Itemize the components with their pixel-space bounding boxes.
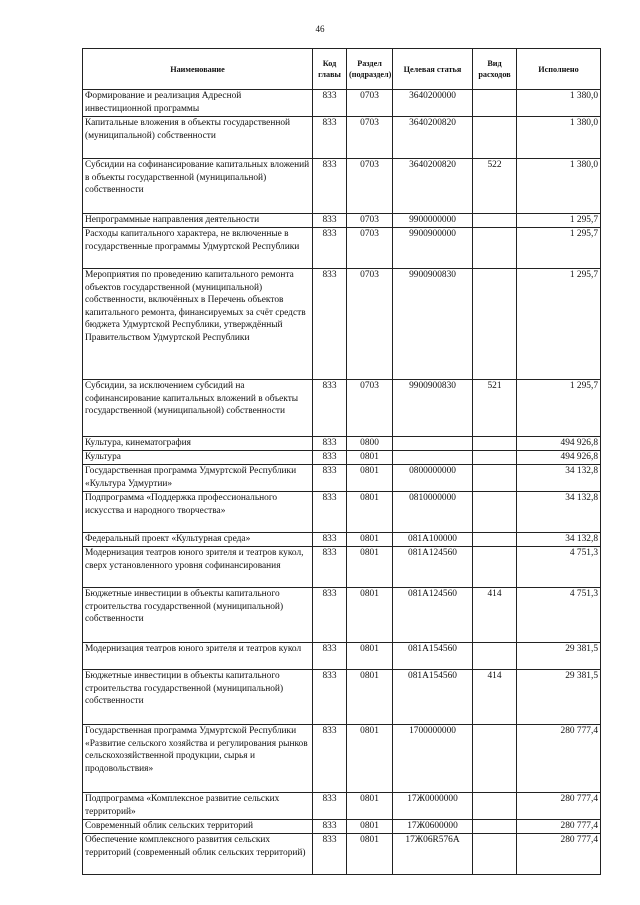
cell-type xyxy=(473,533,517,547)
cell-section: 0801 xyxy=(347,547,393,588)
header-type: Вид расходов xyxy=(473,49,517,90)
cell-amount: 1 380,0 xyxy=(517,117,601,159)
cell-section: 0801 xyxy=(347,533,393,547)
cell-name: Культура xyxy=(83,451,313,465)
cell-target: 0800000000 xyxy=(393,465,473,492)
cell-type: 521 xyxy=(473,380,517,437)
cell-type xyxy=(473,437,517,451)
table-row xyxy=(83,820,601,834)
budget-execution-table xyxy=(82,48,601,875)
cell-type: 414 xyxy=(473,670,517,725)
cell-code: 833 xyxy=(313,90,347,117)
table-row xyxy=(83,228,601,269)
table-row xyxy=(83,588,601,643)
table-row xyxy=(83,437,601,451)
cell-type xyxy=(473,90,517,117)
cell-type xyxy=(473,214,517,228)
cell-name: Непрограммные направления деятельности xyxy=(83,214,313,228)
cell-name: Государственная программа Удмуртской Республики «Культура Удмуртии» xyxy=(83,465,313,492)
cell-amount: 494 926,8 xyxy=(517,437,601,451)
table-row xyxy=(83,670,601,725)
cell-amount: 1 295,7 xyxy=(517,228,601,269)
cell-code: 833 xyxy=(313,643,347,670)
cell-section: 0801 xyxy=(347,588,393,643)
cell-amount: 34 132,8 xyxy=(517,465,601,492)
cell-name: Модернизация театров юного зрителя и театров кукол xyxy=(83,643,313,670)
cell-code: 833 xyxy=(313,725,347,793)
cell-section: 0801 xyxy=(347,725,393,793)
cell-target: 081А124560 xyxy=(393,547,473,588)
cell-amount: 4 751,3 xyxy=(517,547,601,588)
cell-code: 833 xyxy=(313,465,347,492)
cell-code: 833 xyxy=(313,117,347,159)
cell-section: 0703 xyxy=(347,117,393,159)
table-row xyxy=(83,117,601,159)
page-number: 46 xyxy=(315,24,325,34)
table-row xyxy=(83,90,601,117)
table-row xyxy=(83,269,601,380)
cell-section: 0801 xyxy=(347,492,393,533)
table-row xyxy=(83,214,601,228)
cell-name: Капитальные вложения в объекты государственной (муниципальной) собственности xyxy=(83,117,313,159)
cell-name: Бюджетные инвестиции в объекты капитального строительства государственной (муниципальной) собственности xyxy=(83,670,313,725)
cell-type xyxy=(473,269,517,380)
cell-target: 3640200820 xyxy=(393,117,473,159)
cell-code: 833 xyxy=(313,492,347,533)
cell-type xyxy=(473,228,517,269)
table-row xyxy=(83,465,601,492)
cell-amount: 1 295,7 xyxy=(517,214,601,228)
cell-code: 833 xyxy=(313,451,347,465)
cell-code: 833 xyxy=(313,834,347,875)
cell-target: 3640200820 xyxy=(393,159,473,214)
cell-amount: 1 295,7 xyxy=(517,380,601,437)
header-amount: Исполнено xyxy=(517,49,601,90)
table-row xyxy=(83,547,601,588)
table-row xyxy=(83,793,601,820)
cell-section: 0703 xyxy=(347,228,393,269)
cell-amount: 1 380,0 xyxy=(517,159,601,214)
table-row xyxy=(83,834,601,875)
header-name: Наименование xyxy=(83,49,313,90)
cell-code: 833 xyxy=(313,380,347,437)
cell-code: 833 xyxy=(313,214,347,228)
cell-target xyxy=(393,451,473,465)
table-row xyxy=(83,533,601,547)
cell-target: 1700000000 xyxy=(393,725,473,793)
cell-section: 0801 xyxy=(347,451,393,465)
cell-target: 17Ж06R576А xyxy=(393,834,473,875)
cell-code: 833 xyxy=(313,547,347,588)
header-code: Код главы xyxy=(313,49,347,90)
cell-type xyxy=(473,725,517,793)
cell-amount: 29 381,5 xyxy=(517,643,601,670)
cell-section: 0801 xyxy=(347,643,393,670)
cell-target xyxy=(393,437,473,451)
cell-type xyxy=(473,793,517,820)
cell-target: 3640200000 xyxy=(393,90,473,117)
cell-code: 833 xyxy=(313,793,347,820)
cell-name: Субсидии на софинансирование капитальных вложений в объекты государственной (муниципальной) собственности xyxy=(83,159,313,214)
cell-section: 0800 xyxy=(347,437,393,451)
cell-target: 17Ж0600000 xyxy=(393,820,473,834)
cell-type xyxy=(473,547,517,588)
cell-amount: 34 132,8 xyxy=(517,533,601,547)
cell-target: 9900900830 xyxy=(393,380,473,437)
cell-code: 833 xyxy=(313,228,347,269)
cell-type xyxy=(473,820,517,834)
cell-section: 0703 xyxy=(347,269,393,380)
cell-target: 081А124560 xyxy=(393,588,473,643)
cell-section: 0801 xyxy=(347,834,393,875)
cell-section: 0703 xyxy=(347,380,393,437)
cell-type xyxy=(473,834,517,875)
cell-amount: 280 777,4 xyxy=(517,793,601,820)
cell-target: 081А154560 xyxy=(393,670,473,725)
cell-type xyxy=(473,451,517,465)
cell-name: Подпрограмма «Поддержка профессионального искусства и народного творчества» xyxy=(83,492,313,533)
cell-section: 0703 xyxy=(347,90,393,117)
cell-section: 0801 xyxy=(347,465,393,492)
cell-name: Государственная программа Удмуртской Республики «Развитие сельского хозяйства и регулирования рынков сельскохозяйственной продукции, сырья и продовольствия» xyxy=(83,725,313,793)
cell-section: 0801 xyxy=(347,820,393,834)
cell-code: 833 xyxy=(313,670,347,725)
cell-name: Федеральный проект «Культурная среда» xyxy=(83,533,313,547)
cell-amount: 494 926,8 xyxy=(517,451,601,465)
cell-code: 833 xyxy=(313,159,347,214)
cell-name: Бюджетные инвестиции в объекты капитального строительства государственной (муниципальной) собственности xyxy=(83,588,313,643)
cell-code: 833 xyxy=(313,269,347,380)
cell-amount: 34 132,8 xyxy=(517,492,601,533)
cell-amount: 280 777,4 xyxy=(517,725,601,793)
cell-amount: 29 381,5 xyxy=(517,670,601,725)
cell-amount: 1 295,7 xyxy=(517,269,601,380)
cell-type xyxy=(473,117,517,159)
header-target: Целевая статья xyxy=(393,49,473,90)
cell-target: 9900900830 xyxy=(393,269,473,380)
header-section: Раздел (подраздел) xyxy=(347,49,393,90)
cell-target: 9900000000 xyxy=(393,214,473,228)
cell-amount: 4 751,3 xyxy=(517,588,601,643)
cell-section: 0703 xyxy=(347,214,393,228)
table-row xyxy=(83,492,601,533)
cell-target: 0810000000 xyxy=(393,492,473,533)
cell-target: 081А154560 xyxy=(393,643,473,670)
header-row xyxy=(83,49,601,90)
cell-target: 17Ж0000000 xyxy=(393,793,473,820)
cell-section: 0801 xyxy=(347,670,393,725)
cell-target: 081А100000 xyxy=(393,533,473,547)
cell-type xyxy=(473,492,517,533)
cell-type xyxy=(473,465,517,492)
cell-type: 522 xyxy=(473,159,517,214)
cell-code: 833 xyxy=(313,437,347,451)
cell-amount: 280 777,4 xyxy=(517,820,601,834)
cell-type xyxy=(473,643,517,670)
cell-name: Субсидии, за исключением субсидий на софинансирование капитальных вложений в объекты государственной (муниципальной) собственности xyxy=(83,380,313,437)
cell-section: 0703 xyxy=(347,159,393,214)
cell-name: Современный облик сельских территорий xyxy=(83,820,313,834)
cell-section: 0801 xyxy=(347,793,393,820)
table-row xyxy=(83,643,601,670)
table-row xyxy=(83,725,601,793)
cell-name: Культура, кинематография xyxy=(83,437,313,451)
cell-name: Формирование и реализация Адресной инвестиционной программы xyxy=(83,90,313,117)
cell-name: Обеспечение комплексного развития сельских территорий (современный облик сельских территорий) xyxy=(83,834,313,875)
cell-name: Модернизация театров юного зрителя и театров кукол, сверх установленного уровня софинансирования xyxy=(83,547,313,588)
cell-code: 833 xyxy=(313,820,347,834)
table-row xyxy=(83,380,601,437)
table-row xyxy=(83,159,601,214)
table-row xyxy=(83,451,601,465)
cell-name: Мероприятия по проведению капитального ремонта объектов государственной (муниципальной) собственности, включённых в Перечень объектов капитального ремонта, финансируемых за счёт средств бюджета Удмуртской Республики, утверждённый Правительством Удмуртской Республики xyxy=(83,269,313,380)
cell-code: 833 xyxy=(313,588,347,643)
cell-name: Расходы капитального характера, не включенные в государственные программы Удмуртской Республики xyxy=(83,228,313,269)
cell-amount: 1 380,0 xyxy=(517,90,601,117)
cell-target: 9900900000 xyxy=(393,228,473,269)
cell-type: 414 xyxy=(473,588,517,643)
cell-name: Подпрограмма «Комплексное развитие сельских территорий» xyxy=(83,793,313,820)
cell-code: 833 xyxy=(313,533,347,547)
cell-amount: 280 777,4 xyxy=(517,834,601,875)
